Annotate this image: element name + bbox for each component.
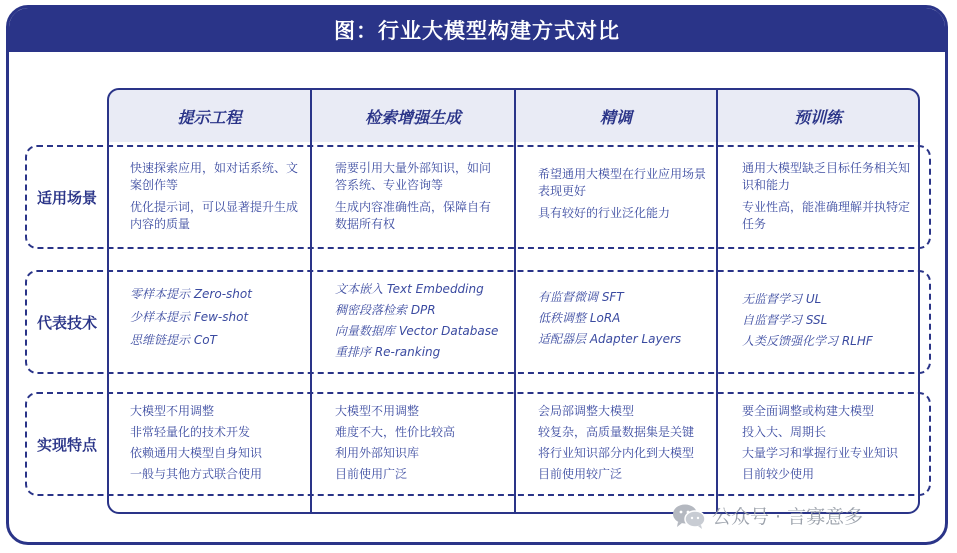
cell-text: 需要引用大量外部知识，如问答系统、专业咨询等 [335, 161, 492, 192]
cell-text: 优化提示词，可以显著提升生成内容的质量 [130, 200, 299, 231]
cell-text: 零样本提示 Zero-shot [130, 287, 252, 301]
watermark [672, 502, 863, 529]
cell-text: 依赖通用大模型自身知识 [130, 446, 263, 460]
cell-text: 目前较少使用 [742, 467, 815, 481]
title-bar [9, 8, 945, 52]
cell-text: 有监督微调 SFT [538, 290, 624, 304]
row-label-features: 实现特点 [36, 435, 97, 454]
page-title: 图：行业大模型构建方式对比 [334, 19, 620, 43]
row-label-techniques: 代表技术 [36, 313, 97, 332]
cell-text: 非常轻量化的技术开发 [130, 425, 251, 439]
cell-text: 会局部调整大模型 [538, 404, 635, 418]
cell-techniques-prompt [130, 286, 305, 355]
cell-text: 要全面调整或构建大模型 [742, 404, 875, 418]
cell-text: 大量学习和掌握行业专业知识 [742, 446, 899, 460]
cell-features-rag [335, 403, 510, 487]
cell-text: 适配器层 Adapter Layers [538, 332, 682, 346]
cell-text: 重排序 Re-ranking [335, 345, 441, 359]
cell-text: 少样本提示 Few-shot [130, 310, 249, 324]
cell-text: 快速探索应用，如对话系统、文案创作等 [130, 161, 299, 192]
column-header-pretraining: 预训练 [793, 107, 842, 127]
cell-techniques-pretrain [742, 291, 917, 354]
cell-text: 目前使用广泛 [335, 467, 408, 481]
cell-text: 具有较好的行业泛化能力 [538, 206, 671, 220]
cell-text: 难度不大，性价比较高 [335, 425, 456, 439]
cell-text: 无监督学习 UL [742, 292, 822, 306]
row-label-scenarios: 适用场景 [36, 188, 97, 207]
cell-text: 文本嵌入 Text Embedding [335, 282, 484, 296]
cell-text: 专业性高，能准确理解并执特定任务 [742, 200, 911, 231]
cell-text: 利用外部知识库 [335, 446, 420, 460]
cell-text: 希望通用大模型在行业应用场景表现更好 [538, 167, 707, 198]
cell-scenarios-prompt [130, 160, 300, 238]
cell-techniques-rag [335, 281, 513, 365]
cell-text: 目前使用较广泛 [538, 467, 623, 481]
cell-features-pretrain [742, 403, 917, 487]
cell-text: 低秩调整 LoRA [538, 311, 621, 325]
cell-text: 大模型不用调整 [130, 404, 215, 418]
cell-text: 通用大模型缺乏目标任务相关知识和能力 [742, 161, 911, 192]
cell-text: 一般与其他方式联合使用 [130, 467, 263, 481]
column-divider [716, 90, 718, 512]
cell-text: 稠密段落检索 DPR [335, 303, 436, 317]
cell-text: 较复杂，高质量数据集是关键 [538, 425, 695, 439]
cell-text: 大模型不用调整 [335, 404, 420, 418]
cell-text: 人类反馈强化学习 RLHF [742, 334, 873, 348]
cell-text: 投入大、周期长 [742, 425, 827, 439]
column-header-fine-tuning: 精调 [599, 107, 632, 127]
watermark-text: 公众号 · 言寡意多 [712, 506, 864, 528]
cell-techniques-finetune [538, 289, 713, 352]
cell-text: 向量数据库 Vector Database [335, 324, 499, 338]
cell-text: 将行业知识部分内化到大模型 [538, 446, 695, 460]
cell-features-finetune [538, 403, 713, 487]
cell-scenarios-pretrain [742, 160, 916, 238]
column-divider [310, 90, 312, 512]
cell-features-prompt [130, 403, 305, 487]
cell-scenarios-rag [335, 160, 500, 238]
column-header-prompt-engineering: 提示工程 [177, 107, 242, 127]
cell-scenarios-finetune [538, 166, 710, 227]
column-divider [514, 90, 516, 512]
wechat-icon [672, 503, 706, 529]
cell-text: 自监督学习 SSL [742, 313, 828, 327]
cell-text: 生成内容准确性高，保障自有数据所有权 [335, 200, 492, 231]
cell-text: 思维链提示 CoT [130, 333, 217, 347]
column-header-rag: 检索增强生成 [364, 107, 461, 127]
